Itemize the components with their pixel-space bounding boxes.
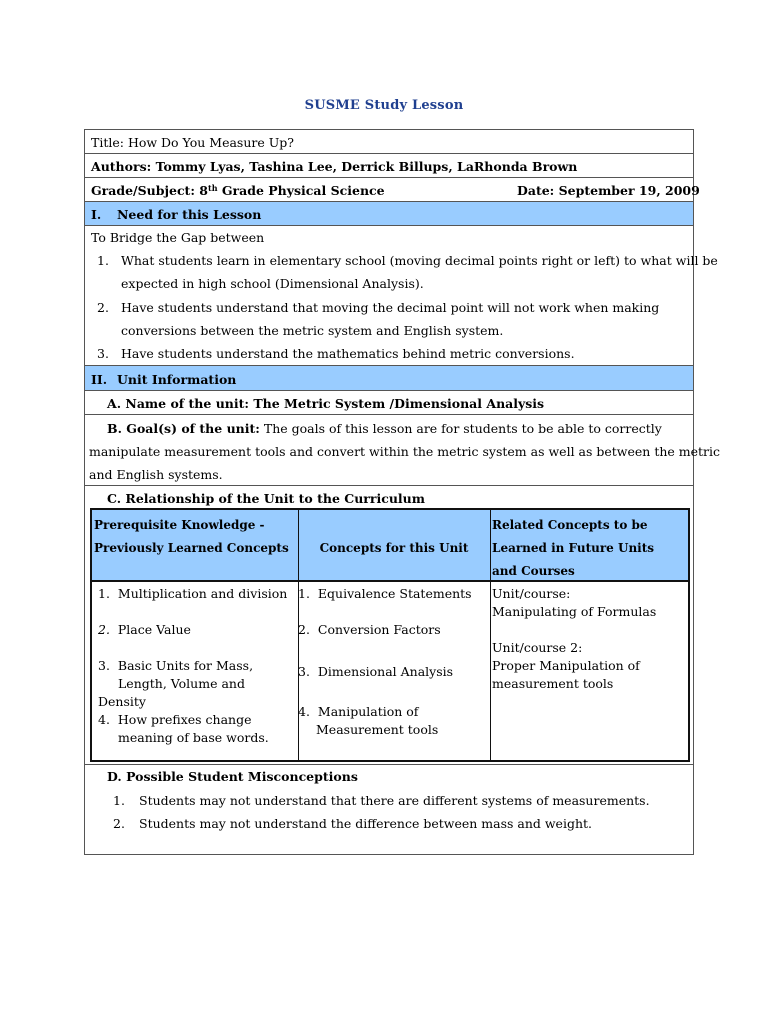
page-title: SUSME Study Lesson xyxy=(304,98,464,113)
list-item-text: Have students understand that moving the decimal point will not work when making xyxy=(121,300,660,315)
unit-goals-line-1: B. Goal(s) of the unit: The goals of this lesson are for students to be able to correctly xyxy=(107,421,662,436)
section-2-number: II. xyxy=(91,372,108,387)
section-1-intro: To Bridge the Gap between xyxy=(91,230,265,245)
curriculum-table xyxy=(90,508,690,762)
list-item: 1. Equivalence Statements xyxy=(298,586,472,601)
section-1-header xyxy=(85,202,693,226)
section-2-heading: Unit Information xyxy=(117,372,237,387)
list-item-text: Students may not understand the difference between mass and weight. xyxy=(139,816,592,831)
curriculum-relationship-heading: C. Relationship of the Unit to the Curriculum xyxy=(107,491,425,506)
list-item: 3. Basic Units for Mass, Length, Volume and Density xyxy=(98,658,254,709)
list-item-text: What students learn in elementary school (moving decimal points right or left) to what will be xyxy=(121,253,718,268)
unit-name-row xyxy=(85,391,693,415)
unit-goals-row xyxy=(85,415,721,486)
header-concepts: Concepts for this Unit xyxy=(319,541,469,555)
lesson-date: Date: September 19, 2009 xyxy=(517,183,700,198)
section-1-heading: Need for this Lesson xyxy=(117,207,262,222)
misconceptions-heading: D. Possible Student Misconceptions xyxy=(107,769,358,784)
list-item: 1. Multiplication and division xyxy=(98,586,288,601)
section-2-header xyxy=(85,366,693,391)
list-item: 4. How prefixes change meaning of base words. xyxy=(98,712,269,745)
list-item-number: 1. xyxy=(113,793,125,808)
grade-row xyxy=(85,178,700,202)
header-prerequisite: Prerequisite Knowledge - Previously Learned Concepts xyxy=(94,518,289,555)
list-item-text: expected in high school (Dimensional Analysis). xyxy=(121,276,424,291)
list-item-number: 3. xyxy=(97,346,109,361)
list-item-text: Have students understand the mathematics behind metric conversions. xyxy=(121,346,575,361)
list-item-text: conversions between the metric system and English system. xyxy=(121,323,504,338)
list-item: 3. Dimensional Analysis xyxy=(298,664,454,679)
related-unit-1: Unit/course: Manipulating of Formulas xyxy=(492,586,657,619)
list-item: 2. Place Value xyxy=(98,622,191,637)
section-1-number: I. xyxy=(91,207,102,222)
unit-goals-line-2: manipulate measurement tools and convert within the metric system as well as between the metric xyxy=(89,444,721,459)
grade-subject: Grade/Subject: 8th Grade Physical Science xyxy=(91,183,385,198)
related-unit-2: Unit/course 2: Proper Manipulation of measurement tools xyxy=(492,640,640,691)
unit-name: A. Name of the unit: The Metric System /Dimensional Analysis xyxy=(107,396,545,411)
header-related: Related Concepts to be Learned in Future Units and Courses xyxy=(492,518,655,578)
list-item: 2. Conversion Factors xyxy=(298,622,441,637)
list-item-number: 2. xyxy=(97,300,109,315)
title-row xyxy=(85,130,693,154)
column-divider xyxy=(490,510,491,760)
list-item-number: 1. xyxy=(97,253,109,268)
authors-row xyxy=(85,154,693,178)
list-item-number: 2. xyxy=(113,816,125,831)
list-item-text: Students may not understand that there are different systems of measurements. xyxy=(139,793,650,808)
lesson-title: Title: How Do You Measure Up? xyxy=(91,135,294,150)
lesson-authors: Authors: Tommy Lyas, Tashina Lee, Derrick Billups, LaRhonda Brown xyxy=(91,159,578,174)
section-1-body xyxy=(85,226,718,366)
unit-goals-line-3: and English systems. xyxy=(89,467,223,482)
list-item: 4. Manipulation of Measurement tools xyxy=(298,704,439,737)
lesson-form xyxy=(84,129,721,855)
